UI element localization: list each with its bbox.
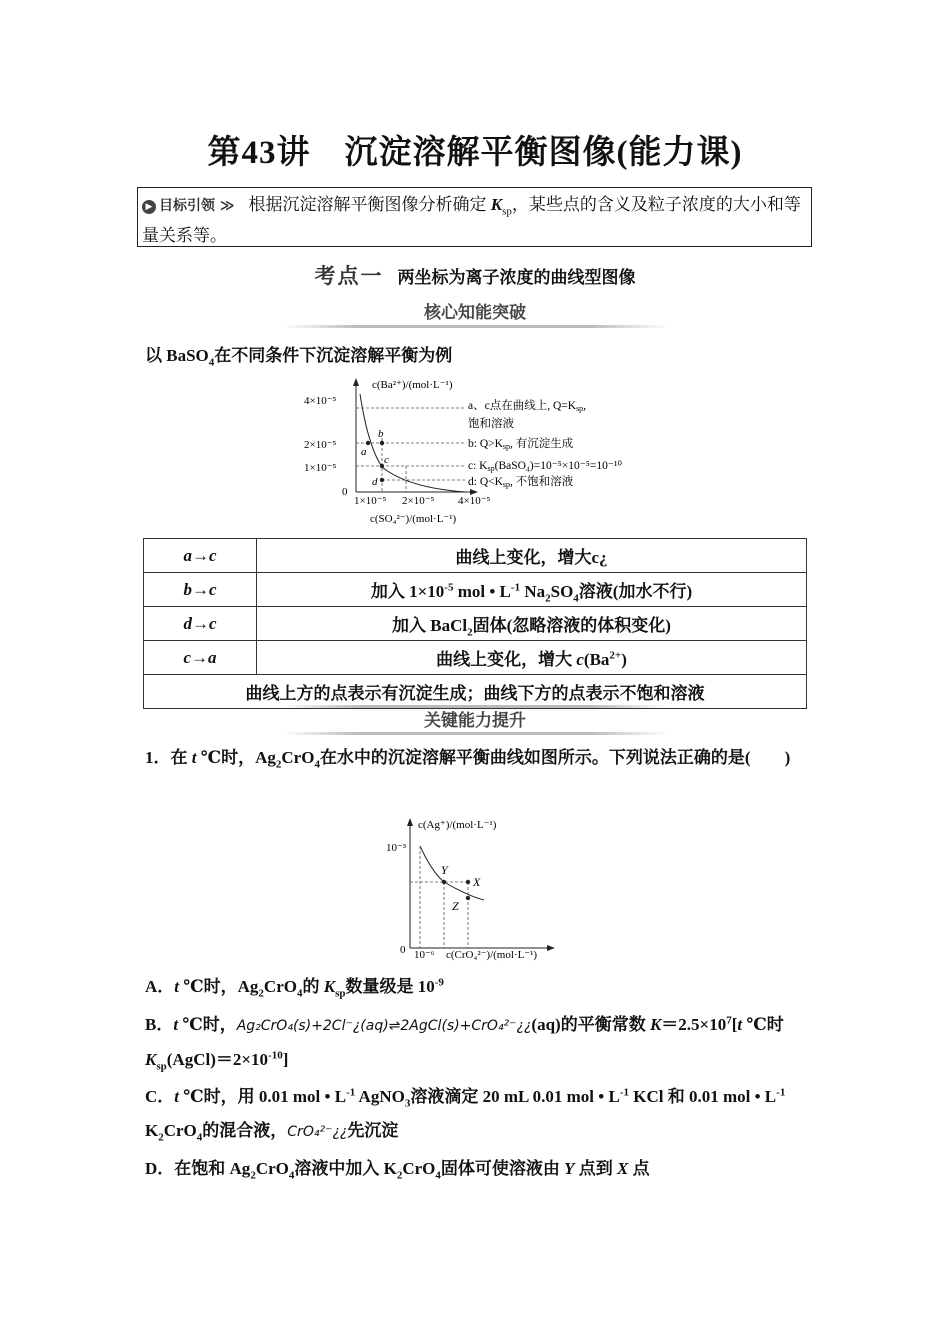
y-axis-label: c(Ba²⁺)/(mol·L⁻¹) <box>372 379 453 391</box>
table-footer: 曲线上方的点表示有沉淀生成；曲线下方的点表示不饱和溶液 <box>144 675 807 709</box>
svg-text:饱和溶液: 饱和溶液 <box>468 418 514 430</box>
table-row <box>144 675 807 709</box>
x-tick: 1×10⁻⁵ <box>354 495 387 507</box>
point-z <box>466 896 470 900</box>
origin: 0 <box>400 944 406 956</box>
goal-tag: ▶ 目标引领 ≫ <box>142 198 235 214</box>
table-cell: 加入 $1\times 10^{-5}$ mol • $L^{-1}$ $Na_2SO_4$溶液(加水不行) <box>257 573 807 607</box>
x-axis-label: c(SO₄²⁻)/(mol·L⁻¹) <box>370 513 457 525</box>
svg-text:c: Ksp(BaSO₄)=10⁻⁵×10⁻⁵=10⁻¹⁰: c: Ksp(BaSO₄)=10⁻⁵×10⁻⁵=10⁻¹⁰ <box>468 460 622 473</box>
label-y: Y <box>441 863 448 877</box>
table-cell: b→c <box>144 573 257 607</box>
fig1-notes <box>468 398 622 489</box>
svg-text:a、c点在曲线上, Q=Ksp,: a、c点在曲线上, Q=Ksp, <box>468 400 587 413</box>
label-d: d <box>372 476 378 488</box>
table-cell: a→c <box>144 539 257 573</box>
table-cell: c→a <box>144 641 257 675</box>
y-axis-label: c(Ag⁺)/(mol·L⁻¹) <box>418 819 497 831</box>
table-cell: 曲线上变化，增大 $c(Ba^{2+})$ <box>257 641 807 675</box>
play-icon: ▶ <box>142 200 156 214</box>
ag2cro4-figure <box>380 812 566 964</box>
point-a <box>366 441 370 445</box>
summary-table <box>143 538 807 709</box>
goal-text-after: ，某些点的含义及粒子浓度的大小和等量关系等。 <box>142 195 801 245</box>
y-tick: 10⁻³ <box>386 842 407 854</box>
label-z: Z <box>452 899 459 913</box>
table-row <box>144 607 807 641</box>
label-a: a <box>361 446 367 458</box>
ksp-symbol: K <box>490 195 503 214</box>
banner-key: 关键能力提升 <box>282 706 668 731</box>
table-row <box>144 641 807 675</box>
option-d: D．在饱和 $Ag_2CrO_4$溶液中加入 $K_2CrO_4$固体可使溶液由 Y 点到 X 点 <box>145 1159 650 1182</box>
y-tick: 4×10⁻⁵ <box>304 395 337 407</box>
page-title: 第43讲 沉淀溶解平衡图像(能力课) <box>207 135 743 171</box>
y-tick: 2×10⁻⁵ <box>304 439 337 451</box>
goal-text: 根据沉淀溶解平衡图像分析确定 <box>248 195 491 214</box>
point-d <box>380 478 384 482</box>
question-1: 1．在 t ℃时，$Ag_2CrO_4$在水中的沉淀溶解平衡曲线如图所示。下列说法正确的是( ) <box>145 748 791 771</box>
point-x <box>466 880 470 884</box>
option-c: C．t ℃时，用 0.01 mol • $L^{-1}$ AgNO$_3$溶液滴定 20 mL 0.01 mol • $L^{-1}$ KCl 和 0.01 mol • $L^{-1}$ $K_2CrO_4$的混合液，CrO₄²⁻¿¿先沉淀 <box>145 1086 786 1144</box>
x-tick: 10⁻⁶ <box>414 949 435 961</box>
x-tick: 2×10⁻⁵ <box>402 495 435 507</box>
section-heading <box>0 260 950 290</box>
section-label: 考点一 <box>314 264 384 288</box>
table-row <box>144 573 807 607</box>
option-a: A．t ℃时，$Ag_2CrO_4$的 $K_{sp}$数量级是 $10^{-9}$ <box>145 976 444 1000</box>
goal-box <box>137 187 812 247</box>
table-cell: 曲线上变化，增大c¿ <box>257 539 807 573</box>
y-tick: 1×10⁻⁵ <box>304 462 337 474</box>
label-b: b <box>378 428 384 440</box>
svg-text:b: Q>Ksp, 有沉淀生成: b: Q>Ksp, 有沉淀生成 <box>468 438 574 451</box>
table-row <box>144 539 807 573</box>
label-c: c <box>384 454 389 466</box>
ksp-sub: sp <box>502 205 512 218</box>
svg-text:d: Q<Ksp, 不饱和溶液: d: Q<Ksp, 不饱和溶液 <box>468 476 574 489</box>
table-cell: 加入 BaCl$_2$固体(忽略溶液的体积变化) <box>257 607 807 641</box>
table-cell: d→c <box>144 607 257 641</box>
point-y <box>442 880 446 884</box>
x-tick: 4×10⁻⁵ <box>458 495 491 507</box>
option-b: B．t ℃时，Ag₂CrO₄(s)+2Cl⁻¿(aq)⇌2AgCl(s)+CrO₄²⁻¿¿(aq)的平衡常数 $K=2.5\times 10^7[t$ ℃时 $K_{sp}(AgCl)=2\times 10^{-10}$] <box>145 1014 784 1073</box>
label-x: X <box>473 875 481 889</box>
banner-core: 核心知能突破 <box>282 298 668 323</box>
y-tick: 0 <box>342 486 348 498</box>
baso4-figure <box>298 372 658 528</box>
point-b <box>380 441 384 445</box>
x-axis-label: c(CrO₄²⁻)/(mol·L⁻¹) <box>446 949 538 961</box>
section-title: 两坐标为离子浓度的曲线型图像 <box>397 268 636 287</box>
intro-line: 以 BaSO$_4$在不同条件下沉淀溶解平衡为例 <box>145 346 453 369</box>
